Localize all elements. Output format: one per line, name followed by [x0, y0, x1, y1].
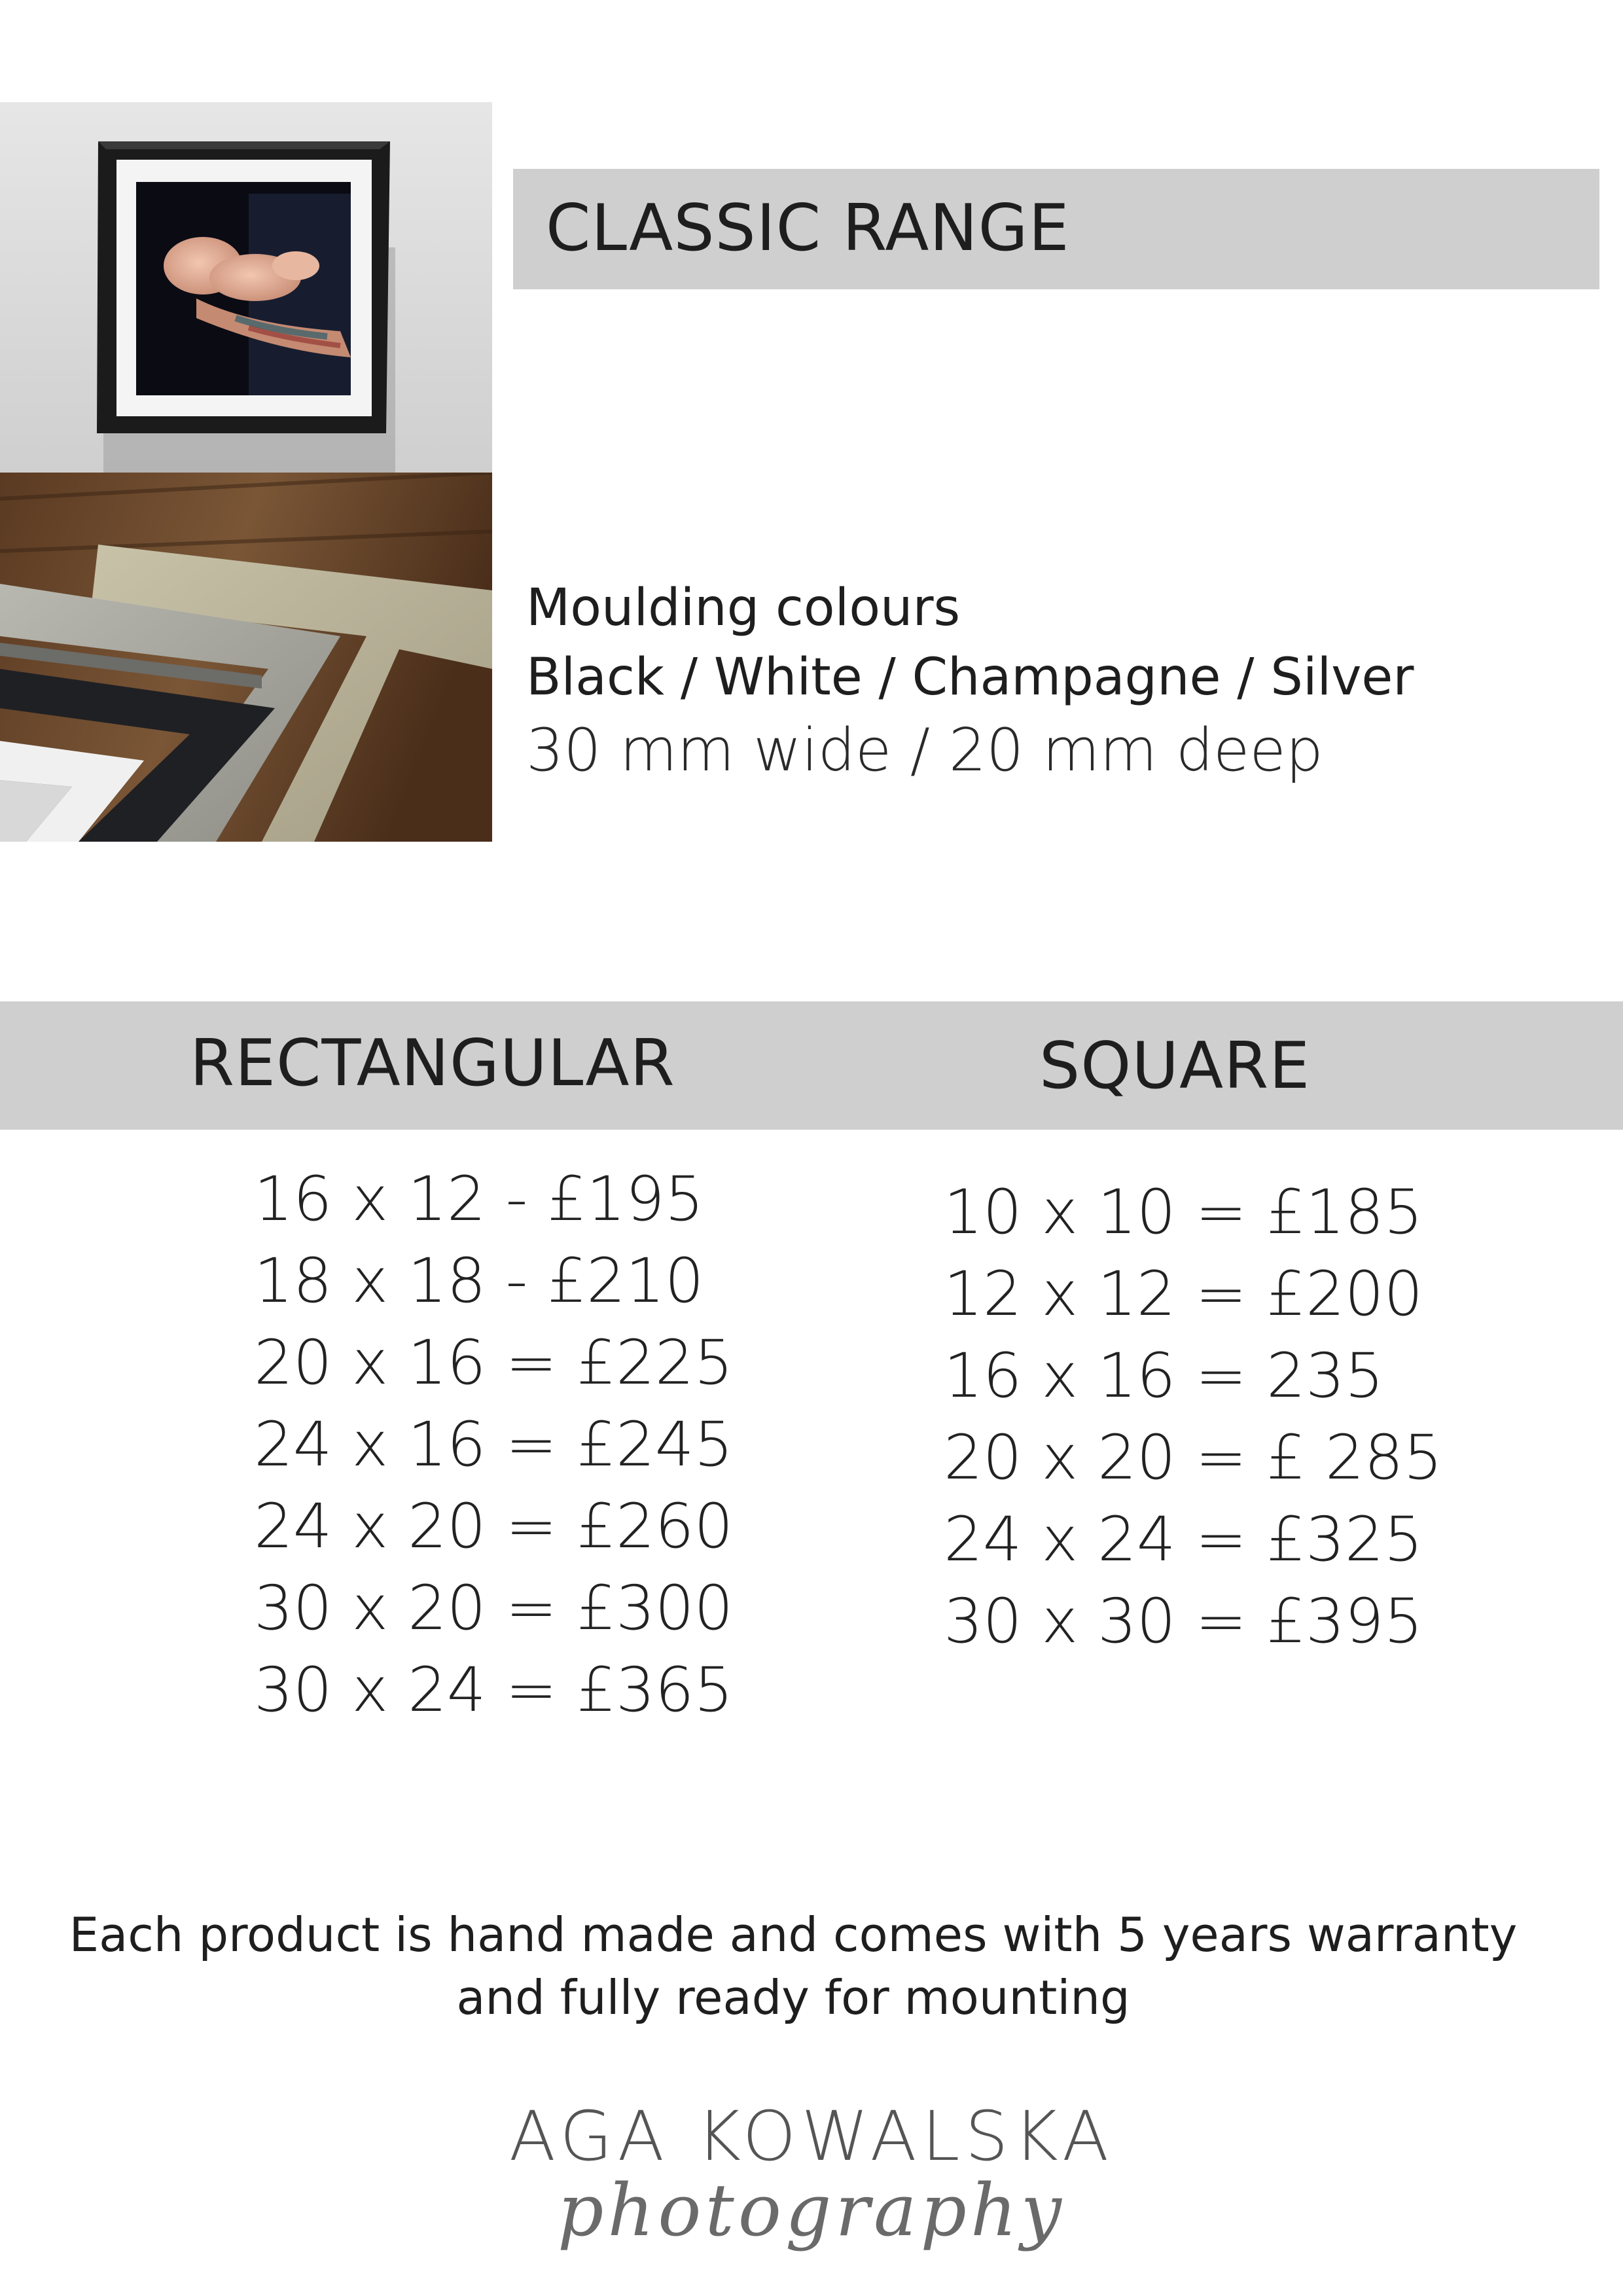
square-price-list [944, 1172, 1442, 1662]
classic-range-title: CLASSIC RANGE [546, 191, 1070, 266]
price-item: 24 x 24 = £325 [944, 1504, 1423, 1575]
moulding-samples-image [0, 473, 492, 842]
price-item: 30 x 24 = £365 [254, 1655, 734, 1726]
square-header: SQUARE [1039, 1029, 1311, 1103]
warranty-note [0, 1903, 1586, 2029]
price-item: 20 x 20 = £ 285 [944, 1422, 1443, 1494]
price-item: 16 x 12 - £195 [254, 1164, 704, 1235]
price-item: 12 x 12 = £200 [944, 1259, 1423, 1330]
rectangular-header: RECTANGULAR [190, 1026, 675, 1101]
brand-name: AGA KOWALSKA [508, 2096, 1115, 2176]
price-item: 10 x 10 = £185 [944, 1177, 1423, 1248]
framed-photo-image [0, 102, 492, 473]
price-item: 30 x 30 = £395 [944, 1586, 1423, 1657]
price-item: 16 x 16 = 235 [944, 1340, 1384, 1412]
price-item: 30 x 20 = £300 [254, 1573, 734, 1644]
price-item: 24 x 16 = £245 [254, 1409, 734, 1480]
moulding-colours-list: Black / White / Champagne / Silver [526, 648, 1414, 707]
price-item: 24 x 20 = £260 [254, 1491, 734, 1562]
warranty-note-line-1: Each product is hand made and comes with 5 years warranty [69, 1907, 1518, 1962]
moulding-colours-label: Moulding colours [526, 579, 961, 637]
rectangular-price-list [254, 1158, 733, 1731]
moulding-dimensions: 30 mm wide / 20 mm deep [526, 716, 1323, 785]
price-item: 20 x 16 = £225 [254, 1327, 734, 1399]
price-item: 18 x 18 - £210 [254, 1246, 704, 1317]
warranty-note-line-2: and fully ready for mounting [456, 1970, 1130, 2025]
brand-tagline: photography [558, 2168, 1065, 2252]
